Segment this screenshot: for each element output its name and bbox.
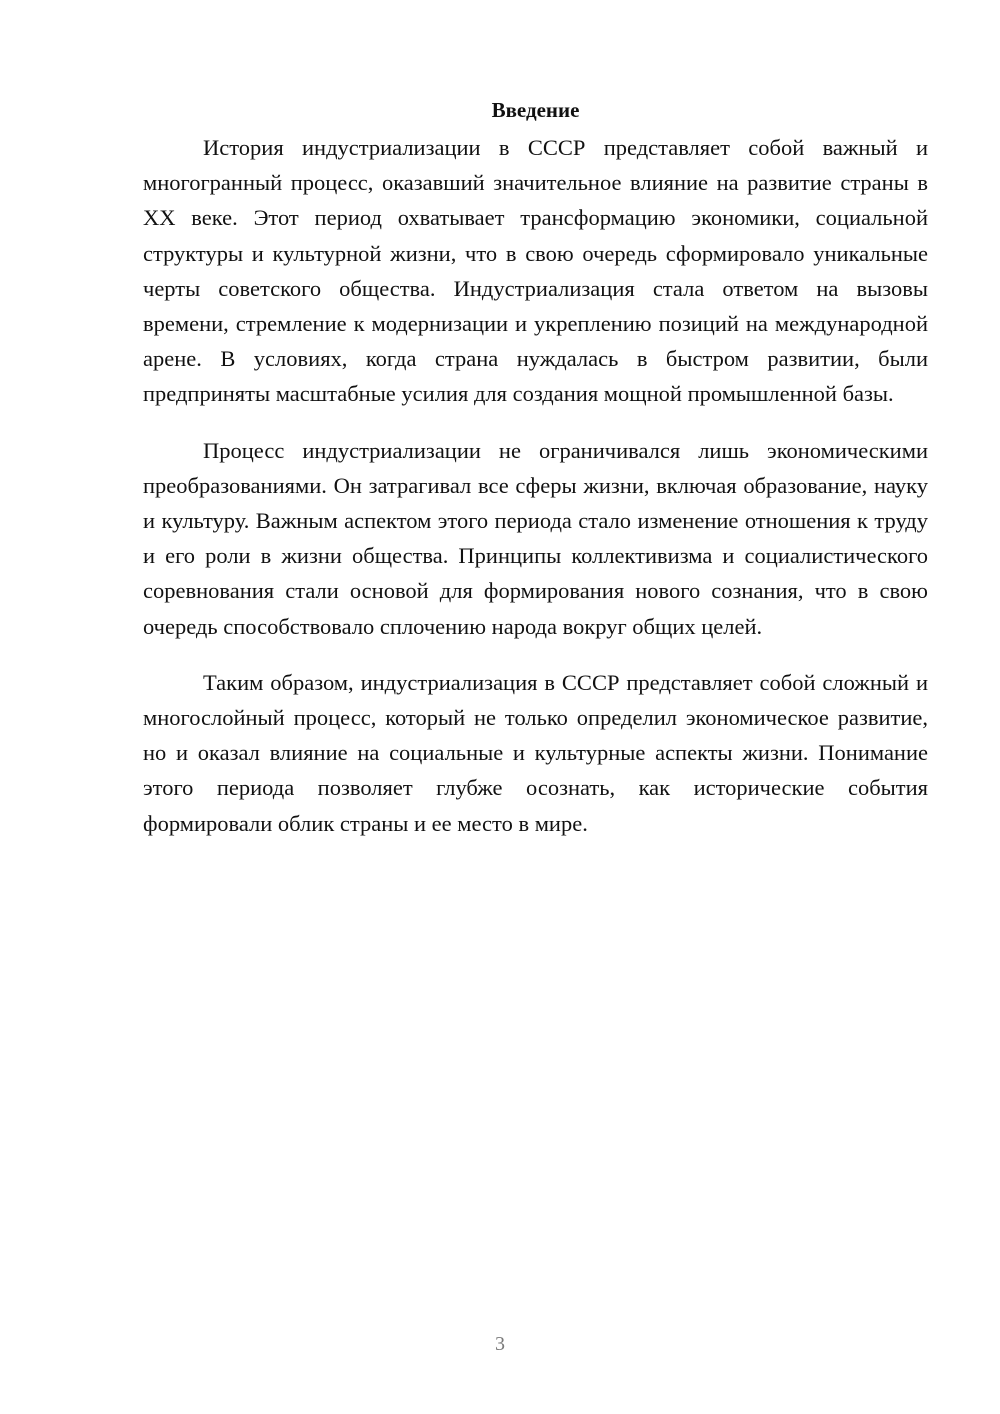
paragraph-3: Таким образом, индустриализация в СССР представляет собой сложный и многослойный процесс, который не только определил экономическое развитие, но и оказал влияние на социальные и культурные аспекты жизни. Понимание этого периода позволяет глубже осознать, как исторические события формировали облик страны и ее место в мире. [143,669,928,836]
page-number: 3 [495,1333,505,1355]
section-title: Введение [491,98,580,122]
page-content [143,92,928,862]
paragraph-2: Процесс индустриализации не ограничивался лишь экономическими преобразованиями. Он затрагивал все сферы жизни, включая образование, науку и культуру. Важным аспектом этого периода стало изменение отношения к труду и его роли в жизни общества. Принципы коллективизма и социалистического соревнования стали основой для формирования нового сознания, что в свою очередь способствовало сплочению народа вокруг общих целей. [143,437,928,639]
paragraph-1: История индустриализации в СССР представляет собой важный и многогранный процесс, оказавший значительное влияние на развитие страны в XX веке. Этот период охватывает трансформацию экономики, социальной структуры и культурной жизни, что в свою очередь сформировало уникальные черты советского общества. Индустриализация стала ответом на вызовы времени, стремление к модернизации и укреплению позиций на международной арене. В условиях, когда страна нуждалась в быстром развитии, были предприняты масштабные усилия для создания мощной промышленной базы. [143,135,928,407]
